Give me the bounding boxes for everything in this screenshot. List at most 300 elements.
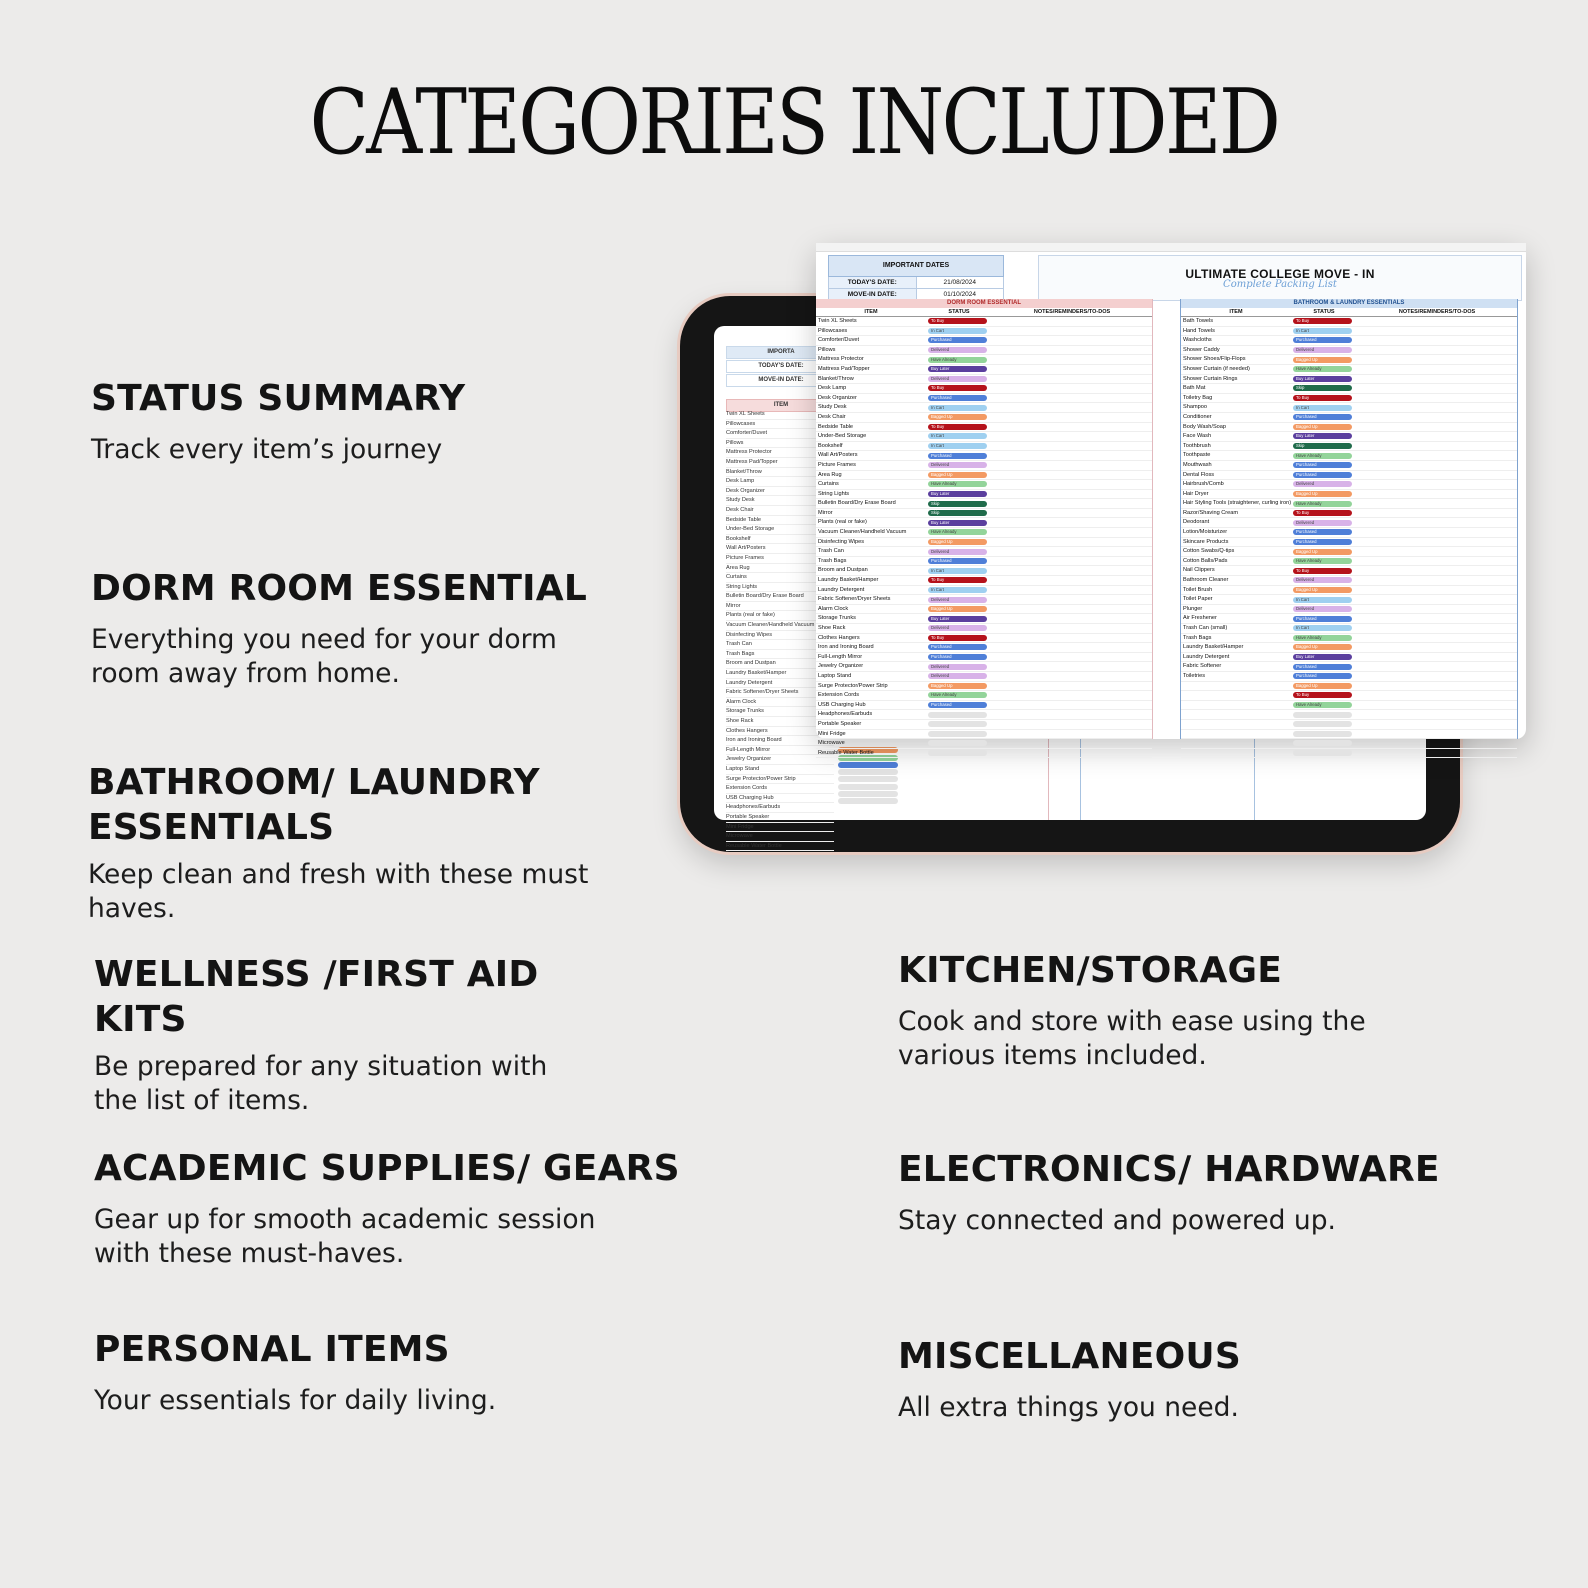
item-cell[interactable]: Pillowcases bbox=[818, 327, 848, 334]
move-in-date-value[interactable]: 01/10/2024 bbox=[943, 291, 977, 298]
item-cell[interactable]: Under-Bed Storage bbox=[818, 433, 867, 440]
item-cell[interactable]: Jewelry Organizer bbox=[818, 663, 864, 670]
status-cell[interactable] bbox=[928, 499, 994, 508]
status-cell[interactable] bbox=[928, 442, 994, 451]
notes-cell[interactable] bbox=[1359, 595, 1517, 604]
notes-cell[interactable] bbox=[994, 346, 1152, 355]
item-cell[interactable]: Mirror bbox=[818, 509, 833, 516]
item-cell[interactable]: Shower Shoes/Flip-Flops bbox=[1183, 356, 1246, 363]
item-cell[interactable]: USB Charging Hub bbox=[818, 701, 866, 708]
status-dropdown[interactable] bbox=[928, 731, 987, 737]
notes-cell[interactable] bbox=[1359, 394, 1517, 403]
status-dropdown[interactable]: Purchased bbox=[928, 453, 987, 459]
notes-cell[interactable] bbox=[994, 595, 1152, 604]
status-dropdown[interactable]: To Buy bbox=[928, 577, 987, 583]
item-cell[interactable]: Desk Organizer bbox=[818, 394, 857, 401]
item-cell[interactable]: Fabric Softener/Dryer Sheets bbox=[818, 596, 891, 603]
notes-cell[interactable] bbox=[1359, 672, 1517, 681]
item-cell[interactable]: Shower Curtain (if needed) bbox=[1183, 365, 1250, 372]
item-cell[interactable]: Bulletin Board/Dry Erase Board bbox=[818, 500, 896, 507]
item-cell[interactable]: Portable Speaker bbox=[818, 720, 862, 727]
status-cell[interactable] bbox=[1293, 384, 1359, 393]
status-dropdown[interactable]: In Cart bbox=[928, 443, 987, 449]
status-cell[interactable] bbox=[1293, 413, 1359, 422]
status-dropdown[interactable] bbox=[1293, 750, 1352, 756]
notes-cell[interactable] bbox=[1359, 749, 1517, 758]
notes-cell[interactable] bbox=[1359, 355, 1517, 364]
status-cell[interactable] bbox=[928, 413, 994, 422]
status-dropdown[interactable]: Bagged Up bbox=[928, 683, 987, 689]
notes-cell[interactable] bbox=[994, 384, 1152, 393]
status-dropdown[interactable]: To Buy bbox=[928, 318, 987, 324]
notes-cell[interactable] bbox=[994, 586, 1152, 595]
status-dropdown[interactable]: Purchased bbox=[928, 337, 987, 343]
notes-cell[interactable] bbox=[1359, 691, 1517, 700]
notes-cell[interactable] bbox=[994, 394, 1152, 403]
item-cell[interactable]: Area Rug bbox=[818, 471, 842, 478]
status-cell[interactable] bbox=[1293, 643, 1359, 652]
item-cell[interactable]: Desk Lamp bbox=[818, 385, 847, 392]
notes-cell[interactable] bbox=[994, 413, 1152, 422]
status-cell[interactable] bbox=[1293, 566, 1359, 575]
status-dropdown[interactable]: To Buy bbox=[928, 385, 987, 391]
status-cell[interactable] bbox=[928, 662, 994, 671]
status-dropdown[interactable]: Delivered bbox=[1293, 481, 1352, 487]
status-cell[interactable] bbox=[928, 614, 994, 623]
item-cell[interactable] bbox=[1181, 691, 1293, 700]
status-dropdown[interactable]: Delivered bbox=[928, 376, 987, 382]
notes-cell[interactable] bbox=[1359, 528, 1517, 537]
status-cell[interactable] bbox=[928, 471, 994, 480]
item-cell[interactable]: Mattress Pad/Topper bbox=[818, 365, 870, 372]
item-cell[interactable]: Laundry Detergent bbox=[818, 586, 865, 593]
status-cell[interactable] bbox=[1293, 509, 1359, 518]
status-dropdown[interactable]: Bagged Up bbox=[928, 539, 987, 545]
status-cell[interactable] bbox=[1293, 365, 1359, 374]
notes-cell[interactable] bbox=[994, 499, 1152, 508]
status-dropdown[interactable]: To Buy bbox=[1293, 395, 1352, 401]
item-cell[interactable]: Razor/Shaving Cream bbox=[1183, 509, 1239, 516]
notes-cell[interactable] bbox=[994, 461, 1152, 470]
status-dropdown[interactable]: Skip bbox=[928, 510, 987, 516]
status-cell[interactable] bbox=[1293, 749, 1359, 758]
status-dropdown[interactable] bbox=[1293, 712, 1352, 718]
status-dropdown[interactable]: Bagged Up bbox=[928, 414, 987, 420]
status-cell[interactable] bbox=[928, 365, 994, 374]
status-dropdown[interactable]: Purchased bbox=[1293, 462, 1352, 468]
item-cell[interactable]: Twin XL Sheets bbox=[818, 318, 857, 324]
status-cell[interactable] bbox=[1293, 423, 1359, 432]
status-cell[interactable] bbox=[928, 509, 994, 518]
status-cell[interactable] bbox=[928, 384, 994, 393]
status-cell[interactable] bbox=[928, 480, 994, 489]
status-cell[interactable] bbox=[1293, 336, 1359, 345]
status-dropdown[interactable]: In Cart bbox=[1293, 625, 1352, 631]
status-cell[interactable] bbox=[928, 547, 994, 556]
item-cell[interactable]: Plunger bbox=[1183, 605, 1203, 612]
item-cell[interactable]: Trash Bags bbox=[1183, 634, 1212, 641]
status-dropdown[interactable]: Bagged Up bbox=[928, 606, 987, 612]
item-cell[interactable]: Shampoo bbox=[1183, 404, 1207, 411]
notes-cell[interactable] bbox=[1359, 432, 1517, 441]
item-cell[interactable]: Body Wash/Soap bbox=[1183, 423, 1227, 430]
notes-cell[interactable] bbox=[994, 576, 1152, 585]
notes-cell[interactable] bbox=[1359, 586, 1517, 595]
status-dropdown[interactable]: Purchased bbox=[1293, 337, 1352, 343]
status-cell[interactable] bbox=[1293, 605, 1359, 614]
item-cell[interactable] bbox=[1181, 701, 1293, 710]
status-cell[interactable] bbox=[928, 327, 994, 336]
status-cell[interactable] bbox=[928, 557, 994, 566]
item-cell[interactable]: Full-Length Mirror bbox=[818, 653, 863, 660]
notes-cell[interactable] bbox=[1359, 730, 1517, 739]
item-cell[interactable]: Fabric Softener bbox=[1183, 663, 1222, 670]
status-dropdown[interactable]: Bagged Up bbox=[1293, 683, 1352, 689]
notes-cell[interactable] bbox=[1359, 509, 1517, 518]
notes-cell[interactable] bbox=[994, 749, 1152, 758]
status-cell[interactable] bbox=[1293, 586, 1359, 595]
status-cell[interactable] bbox=[1293, 682, 1359, 691]
status-dropdown[interactable]: Have Already bbox=[1293, 702, 1352, 708]
status-cell[interactable] bbox=[928, 528, 994, 537]
item-cell[interactable]: Shoe Rack bbox=[818, 625, 846, 631]
item-cell[interactable]: Laptop Stand bbox=[818, 672, 852, 679]
status-dropdown[interactable]: Have Already bbox=[1293, 501, 1352, 507]
notes-cell[interactable] bbox=[1359, 336, 1517, 345]
item-cell[interactable]: Reusable Water Bottle bbox=[818, 749, 874, 756]
status-cell[interactable] bbox=[928, 538, 994, 547]
status-dropdown[interactable]: Delivered bbox=[1293, 606, 1352, 612]
status-dropdown[interactable]: Delivered bbox=[928, 664, 987, 670]
item-cell[interactable]: Nail Clippers bbox=[1183, 567, 1215, 574]
status-dropdown[interactable]: Bagged Up bbox=[1293, 424, 1352, 430]
notes-cell[interactable] bbox=[994, 327, 1152, 336]
item-cell[interactable]: Disinfecting Wipes bbox=[818, 538, 865, 545]
status-dropdown[interactable]: Buy Later bbox=[928, 366, 987, 372]
status-cell[interactable] bbox=[928, 490, 994, 499]
status-dropdown[interactable] bbox=[928, 721, 987, 727]
item-cell[interactable] bbox=[1181, 730, 1293, 739]
notes-cell[interactable] bbox=[994, 682, 1152, 691]
status-dropdown[interactable] bbox=[1293, 731, 1352, 737]
item-cell[interactable]: Laundry Basket/Hamper bbox=[818, 577, 879, 584]
item-cell[interactable]: Alarm Clock bbox=[818, 605, 849, 612]
item-cell[interactable]: Skincare Products bbox=[1183, 538, 1229, 545]
notes-cell[interactable] bbox=[1359, 605, 1517, 614]
status-cell[interactable] bbox=[1293, 739, 1359, 748]
notes-cell[interactable] bbox=[1359, 442, 1517, 451]
notes-cell[interactable] bbox=[1359, 576, 1517, 585]
item-cell[interactable]: Curtains bbox=[818, 481, 839, 488]
status-cell[interactable] bbox=[1293, 346, 1359, 355]
status-dropdown[interactable]: Delivered bbox=[928, 462, 987, 468]
status-cell[interactable] bbox=[928, 682, 994, 691]
status-cell[interactable] bbox=[1293, 614, 1359, 623]
notes-cell[interactable] bbox=[994, 509, 1152, 518]
status-dropdown[interactable]: In Cart bbox=[928, 328, 987, 334]
status-cell[interactable] bbox=[928, 672, 994, 681]
status-cell[interactable] bbox=[1293, 317, 1359, 326]
notes-cell[interactable] bbox=[1359, 624, 1517, 633]
item-cell[interactable]: Hand Towels bbox=[1183, 327, 1215, 334]
item-cell[interactable]: Hairbrush/Comb bbox=[1183, 481, 1224, 488]
item-cell[interactable]: Comforter/Duvet bbox=[818, 337, 860, 344]
item-cell[interactable]: Bath Towels bbox=[1183, 318, 1214, 324]
status-cell[interactable] bbox=[928, 394, 994, 403]
status-cell[interactable] bbox=[928, 643, 994, 652]
item-cell[interactable]: Lotion/Moisturizer bbox=[1183, 529, 1228, 536]
notes-cell[interactable] bbox=[994, 538, 1152, 547]
status-dropdown[interactable]: Buy Later bbox=[928, 616, 987, 622]
item-cell[interactable]: Bookshelf bbox=[818, 442, 843, 449]
notes-cell[interactable] bbox=[994, 547, 1152, 556]
status-dropdown[interactable]: Bagged Up bbox=[1293, 491, 1352, 497]
notes-cell[interactable] bbox=[1359, 557, 1517, 566]
status-dropdown[interactable]: Buy Later bbox=[1293, 376, 1352, 382]
notes-cell[interactable] bbox=[1359, 413, 1517, 422]
status-dropdown[interactable] bbox=[928, 712, 987, 718]
notes-cell[interactable] bbox=[1359, 682, 1517, 691]
status-cell[interactable] bbox=[1293, 653, 1359, 662]
status-cell[interactable] bbox=[928, 375, 994, 384]
status-cell[interactable] bbox=[928, 605, 994, 614]
status-cell[interactable] bbox=[1293, 451, 1359, 460]
status-cell[interactable] bbox=[928, 518, 994, 527]
notes-cell[interactable] bbox=[994, 701, 1152, 710]
status-cell[interactable] bbox=[1293, 576, 1359, 585]
item-cell[interactable]: Picture Frames bbox=[818, 461, 856, 468]
status-dropdown[interactable]: Purchased bbox=[928, 558, 987, 564]
notes-cell[interactable] bbox=[1359, 499, 1517, 508]
status-cell[interactable] bbox=[1293, 490, 1359, 499]
notes-cell[interactable] bbox=[994, 634, 1152, 643]
item-cell[interactable] bbox=[1181, 720, 1293, 729]
status-dropdown[interactable]: Bagged Up bbox=[1293, 587, 1352, 593]
item-cell[interactable]: Laundry Detergent bbox=[1183, 653, 1230, 660]
item-cell[interactable]: Headphones/Earbuds bbox=[818, 711, 873, 718]
item-cell[interactable]: Shower Curtain Rings bbox=[1183, 375, 1238, 382]
notes-cell[interactable] bbox=[994, 605, 1152, 614]
item-cell[interactable]: Toilet Paper bbox=[1183, 596, 1213, 603]
status-dropdown[interactable] bbox=[928, 750, 987, 756]
item-cell[interactable]: Toiletries bbox=[1183, 672, 1206, 679]
item-cell[interactable]: Laundry Basket/Hamper bbox=[1183, 644, 1244, 651]
item-cell[interactable]: Bath Mat bbox=[1183, 385, 1206, 392]
notes-cell[interactable] bbox=[994, 643, 1152, 652]
status-cell[interactable] bbox=[1293, 480, 1359, 489]
notes-cell[interactable] bbox=[1359, 710, 1517, 719]
notes-cell[interactable] bbox=[994, 403, 1152, 412]
item-cell[interactable]: Air Freshener bbox=[1183, 615, 1217, 622]
item-cell[interactable] bbox=[1181, 710, 1293, 719]
status-dropdown[interactable]: Bagged Up bbox=[1293, 644, 1352, 650]
notes-cell[interactable] bbox=[994, 566, 1152, 575]
status-cell[interactable] bbox=[928, 317, 994, 326]
notes-cell[interactable] bbox=[994, 528, 1152, 537]
item-cell[interactable]: Study Desk bbox=[818, 404, 847, 411]
status-cell[interactable] bbox=[928, 566, 994, 575]
status-cell[interactable] bbox=[928, 586, 994, 595]
item-cell[interactable]: Trash Bags bbox=[818, 557, 847, 564]
item-cell[interactable]: Cotton Swabs/Q-tips bbox=[1183, 548, 1235, 555]
item-cell[interactable]: Plants (real or fake) bbox=[818, 519, 867, 526]
notes-cell[interactable] bbox=[1359, 634, 1517, 643]
status-cell[interactable] bbox=[1293, 461, 1359, 470]
notes-cell[interactable] bbox=[994, 432, 1152, 441]
status-cell[interactable] bbox=[928, 720, 994, 729]
item-cell[interactable]: Trash Can bbox=[818, 548, 844, 555]
status-cell[interactable] bbox=[928, 710, 994, 719]
status-cell[interactable] bbox=[928, 336, 994, 345]
status-cell[interactable] bbox=[1293, 518, 1359, 527]
status-cell[interactable] bbox=[928, 346, 994, 355]
item-cell[interactable]: Wall Art/Posters bbox=[818, 452, 858, 459]
item-cell[interactable]: Face Wash bbox=[1183, 433, 1212, 440]
item-cell[interactable]: Microwave bbox=[818, 740, 845, 747]
status-cell[interactable] bbox=[928, 461, 994, 470]
notes-cell[interactable] bbox=[994, 691, 1152, 700]
item-cell[interactable]: Cotton Balls/Pads bbox=[1183, 557, 1228, 564]
notes-cell[interactable] bbox=[1359, 375, 1517, 384]
status-dropdown[interactable]: To Buy bbox=[1293, 318, 1352, 324]
item-cell[interactable]: Deodorant bbox=[1183, 519, 1210, 526]
item-cell[interactable]: Desk Chair bbox=[818, 413, 846, 420]
status-dropdown[interactable]: Delivered bbox=[928, 673, 987, 679]
status-cell[interactable] bbox=[1293, 720, 1359, 729]
status-cell[interactable] bbox=[928, 749, 994, 758]
status-dropdown[interactable]: Purchased bbox=[1293, 529, 1352, 535]
notes-cell[interactable] bbox=[1359, 547, 1517, 556]
item-cell[interactable]: Washcloths bbox=[1183, 337, 1212, 344]
notes-cell[interactable] bbox=[1359, 327, 1517, 336]
notes-cell[interactable] bbox=[994, 614, 1152, 623]
status-dropdown[interactable]: Purchased bbox=[1293, 664, 1352, 670]
status-dropdown[interactable]: To Buy bbox=[1293, 692, 1352, 698]
notes-cell[interactable] bbox=[994, 730, 1152, 739]
notes-cell[interactable] bbox=[994, 518, 1152, 527]
item-cell[interactable]: Storage Trunks bbox=[818, 615, 856, 622]
notes-cell[interactable] bbox=[1359, 490, 1517, 499]
notes-cell[interactable] bbox=[994, 423, 1152, 432]
status-cell[interactable] bbox=[928, 653, 994, 662]
status-dropdown[interactable]: Buy Later bbox=[928, 520, 987, 526]
status-dropdown[interactable]: Delivered bbox=[928, 597, 987, 603]
status-dropdown[interactable]: Buy Later bbox=[928, 491, 987, 497]
status-dropdown[interactable] bbox=[1293, 740, 1352, 746]
item-cell[interactable]: Extension Cords bbox=[818, 692, 860, 699]
status-cell[interactable] bbox=[928, 355, 994, 364]
notes-cell[interactable] bbox=[1359, 566, 1517, 575]
status-cell[interactable] bbox=[928, 739, 994, 748]
status-cell[interactable] bbox=[928, 423, 994, 432]
status-dropdown[interactable]: Purchased bbox=[1293, 673, 1352, 679]
notes-cell[interactable] bbox=[994, 710, 1152, 719]
status-dropdown[interactable]: To Buy bbox=[1293, 568, 1352, 574]
item-cell[interactable]: Conditioner bbox=[1183, 413, 1212, 420]
notes-cell[interactable] bbox=[1359, 461, 1517, 470]
status-dropdown[interactable]: In Cart bbox=[928, 405, 987, 411]
status-dropdown[interactable]: In Cart bbox=[1293, 597, 1352, 603]
status-cell[interactable] bbox=[1293, 394, 1359, 403]
notes-cell[interactable] bbox=[1359, 739, 1517, 748]
status-dropdown[interactable]: To Buy bbox=[928, 635, 987, 641]
status-dropdown[interactable]: Delivered bbox=[928, 549, 987, 555]
notes-cell[interactable] bbox=[994, 451, 1152, 460]
notes-cell[interactable] bbox=[994, 355, 1152, 364]
notes-cell[interactable] bbox=[994, 653, 1152, 662]
item-cell[interactable]: Broom and Dustpan bbox=[818, 567, 868, 574]
todays-date-value[interactable]: 21/08/2024 bbox=[943, 279, 977, 286]
status-cell[interactable] bbox=[1293, 557, 1359, 566]
notes-cell[interactable] bbox=[994, 672, 1152, 681]
notes-cell[interactable] bbox=[994, 336, 1152, 345]
status-dropdown[interactable]: Have Already bbox=[928, 692, 987, 698]
status-dropdown[interactable]: Skip bbox=[928, 501, 987, 507]
status-cell[interactable] bbox=[1293, 432, 1359, 441]
status-dropdown[interactable]: Have Already bbox=[1293, 558, 1352, 564]
status-cell[interactable] bbox=[928, 432, 994, 441]
item-cell[interactable]: Hair Styling Tools (straightener, curling iron) bbox=[1183, 500, 1292, 507]
status-dropdown[interactable]: Bagged Up bbox=[928, 472, 987, 478]
status-dropdown[interactable]: Purchased bbox=[928, 654, 987, 660]
status-dropdown[interactable]: Buy Later bbox=[1293, 654, 1352, 660]
status-cell[interactable] bbox=[928, 403, 994, 412]
item-cell[interactable]: Bathroom Cleaner bbox=[1183, 577, 1229, 584]
item-cell[interactable]: Toilet Brush bbox=[1183, 586, 1213, 593]
status-dropdown[interactable]: In Cart bbox=[928, 568, 987, 574]
notes-cell[interactable] bbox=[1359, 365, 1517, 374]
status-cell[interactable] bbox=[928, 691, 994, 700]
notes-cell[interactable] bbox=[994, 317, 1152, 326]
notes-cell[interactable] bbox=[994, 490, 1152, 499]
item-cell[interactable]: Dental Floss bbox=[1183, 471, 1215, 478]
notes-cell[interactable] bbox=[994, 442, 1152, 451]
status-dropdown[interactable]: Have Already bbox=[1293, 366, 1352, 372]
notes-cell[interactable] bbox=[994, 480, 1152, 489]
item-cell[interactable]: Vacuum Cleaner/Handheld Vacuum bbox=[818, 529, 907, 536]
status-cell[interactable] bbox=[1293, 442, 1359, 451]
notes-cell[interactable] bbox=[994, 471, 1152, 480]
status-cell[interactable] bbox=[928, 576, 994, 585]
status-dropdown[interactable]: Delivered bbox=[1293, 520, 1352, 526]
status-dropdown[interactable]: Bagged Up bbox=[1293, 357, 1352, 363]
item-cell[interactable]: Blanket/Throw bbox=[818, 375, 854, 382]
item-cell[interactable]: Mattress Protector bbox=[818, 356, 864, 363]
status-dropdown[interactable] bbox=[1293, 721, 1352, 727]
status-dropdown[interactable]: Buy Later bbox=[1293, 433, 1352, 439]
notes-cell[interactable] bbox=[1359, 701, 1517, 710]
status-cell[interactable] bbox=[1293, 595, 1359, 604]
status-cell[interactable] bbox=[1293, 403, 1359, 412]
status-cell[interactable] bbox=[1293, 538, 1359, 547]
item-cell[interactable]: Bedside Table bbox=[818, 423, 854, 430]
item-cell[interactable] bbox=[1181, 739, 1293, 748]
status-cell[interactable] bbox=[1293, 327, 1359, 336]
notes-cell[interactable] bbox=[994, 662, 1152, 671]
notes-cell[interactable] bbox=[1359, 614, 1517, 623]
status-dropdown[interactable]: Have Already bbox=[1293, 453, 1352, 459]
status-cell[interactable] bbox=[1293, 691, 1359, 700]
status-cell[interactable] bbox=[1293, 547, 1359, 556]
notes-cell[interactable] bbox=[1359, 720, 1517, 729]
status-dropdown[interactable]: Have Already bbox=[928, 357, 987, 363]
status-dropdown[interactable]: Purchased bbox=[1293, 414, 1352, 420]
status-cell[interactable] bbox=[928, 701, 994, 710]
notes-cell[interactable] bbox=[1359, 480, 1517, 489]
notes-cell[interactable] bbox=[1359, 403, 1517, 412]
item-cell[interactable]: Shower Caddy bbox=[1183, 346, 1220, 353]
status-cell[interactable] bbox=[1293, 730, 1359, 739]
